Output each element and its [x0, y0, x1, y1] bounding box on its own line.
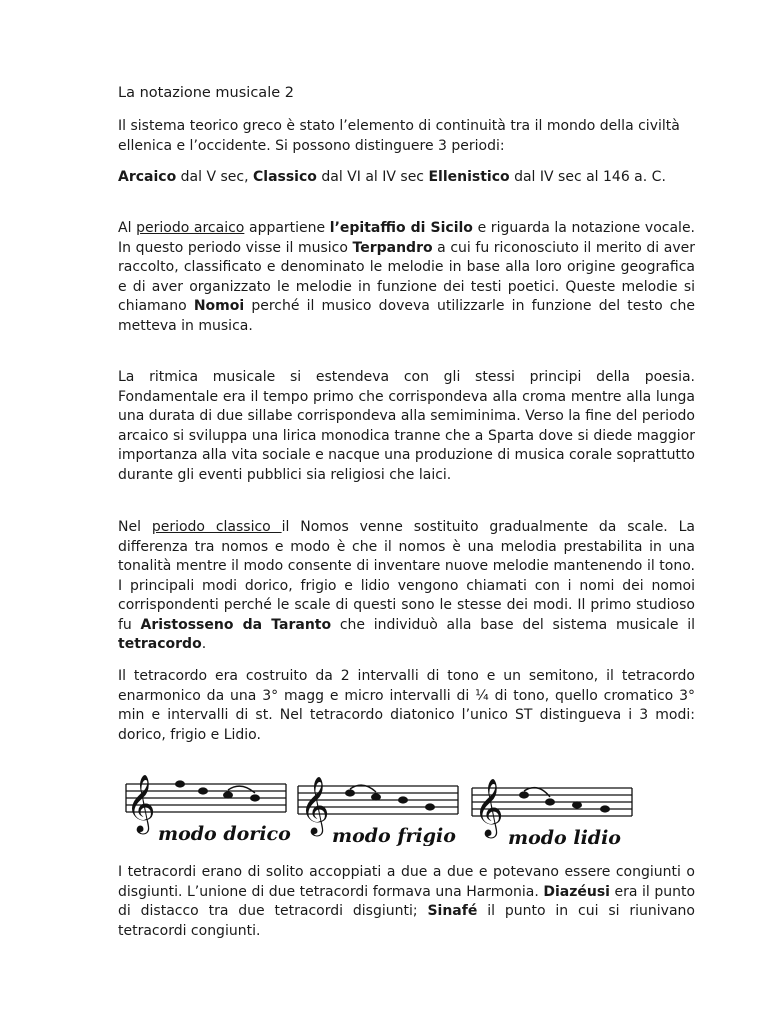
- term-aristosseno: Aristosseno da Taranto: [140, 616, 332, 633]
- term-ellenistico: Ellenistico: [428, 169, 510, 185]
- paragraph-tetracordo: Il tetracordo era costruito da 2 intervalli di tono e un semitono, il tetracordo enarmonico da una 3° magg e micro intervalli di ¼ di tono, quello cromatico 3° min e intervalli di st. Nel tetracordo diatonico l’unico ST distingueva i 3 modi: dorico, frigio e Lidio.: [118, 668, 695, 743]
- slur-dorico: [228, 786, 255, 793]
- treble-clef-icon: 𝄞: [126, 774, 156, 832]
- paragraph-arcaico: [118, 219, 695, 336]
- text-span: appartiene: [244, 220, 330, 236]
- paragraph-harmonia: [118, 863, 695, 941]
- label-modo-frigio: modo frigio: [332, 825, 456, 846]
- term-terpandro: Terpandro: [352, 239, 433, 256]
- term-nomoi: Nomoi: [193, 298, 245, 314]
- paragraph-ritmica: La ritmica musicale si estendeva con gli stessi principi della poesia. Fondamentale era il tempo primo che corrispondeva alla croma mentre alla lunga una durata di due sillabe corrispondeva alla semiminima. Verso la fine del periodo arcaico si sviluppa una lirica monodica tranne che a Sparta dove si diede maggior importanza alla vita sociale e nacque una produzione di musica corale soprattutto durante gli eventi pubblici sia religiosi che laici.: [118, 369, 696, 483]
- music-modes-svg: [118, 764, 638, 846]
- text-span: perché il musico doveva utilizzarle in funzione del testo che metteva in musica.: [118, 298, 695, 334]
- label-modo-lidio: modo lidio: [508, 827, 621, 846]
- text-span: I tetracordi erano di solito accoppiati a due a due e potevano essere congiunti o disgiunti. L’unione di due tetracordi formava una Harmonia.: [118, 864, 695, 900]
- text-span: Al: [118, 220, 137, 236]
- term-classico: Classico: [253, 169, 317, 185]
- link-periodo-arcaico: periodo arcaico: [136, 220, 245, 236]
- term-tetracordo: tetracordo: [118, 636, 202, 652]
- document-title: La notazione musicale 2: [118, 85, 294, 101]
- term-epitaffio: l’epitaffio di Sicilo: [329, 220, 473, 236]
- term-arcaico: Arcaico: [118, 169, 177, 185]
- paragraph-classico: [118, 518, 695, 655]
- term-sinafe: Sinafé: [427, 903, 478, 919]
- text-span: dal VI al IV sec: [316, 169, 429, 185]
- text-span: che individuò alla base del sistema musicale il: [331, 616, 695, 633]
- text-span: e riguarda la notazione vocale. In questo periodo visse il musico: [118, 220, 696, 256]
- text-span: il punto in cui si riunivano tetracordi congiunti.: [118, 903, 695, 939]
- text-span: dal V sec,: [176, 169, 253, 185]
- treble-clef-icon: 𝄞: [474, 778, 504, 836]
- text-span: Nel: [118, 519, 152, 535]
- label-modo-dorico: modo dorico: [158, 823, 291, 845]
- paragraph-intro: Il sistema teorico greco è stato l’elemento di continuità tra il mondo della civiltà ellenica e l’occidente. Si possono distinguere 3 periodi:: [118, 118, 680, 154]
- text-span: a cui fu riconosciuto il merito di aver raccolto, classificato e denominato le melodie in base alla loro origine geografica e di aver organizzato le melodie in funzione dei testi poetici. Queste melodie si chiamano: [118, 239, 696, 314]
- text-span: il Nomos venne sostituito gradualmente da scale. La differenza tra nomos e modo è che il nomos è una melodia prestabilita in una tonalità mentre il modo consente di inventare nuove melodie mantenendo il tono. I principali modi dorico, frigio e lidio vengono chiamati con i nomi dei nomoi corrispondenti perché le scale di questi sono le stesse dei modi. Il primo studioso fu: [118, 519, 695, 633]
- link-periodo-classico: periodo classico: [151, 519, 282, 535]
- text-span: dal IV sec al 146 a. C.: [509, 169, 666, 185]
- music-modes-figure: [118, 764, 638, 846]
- term-diazeusi: Diazéusi: [543, 883, 610, 900]
- paragraph-periods: [118, 168, 695, 188]
- text-span: era il punto di distacco tra due tetracordi disgiunti;: [118, 883, 696, 919]
- text-span: .: [201, 636, 207, 652]
- treble-clef-icon: 𝄞: [300, 776, 330, 834]
